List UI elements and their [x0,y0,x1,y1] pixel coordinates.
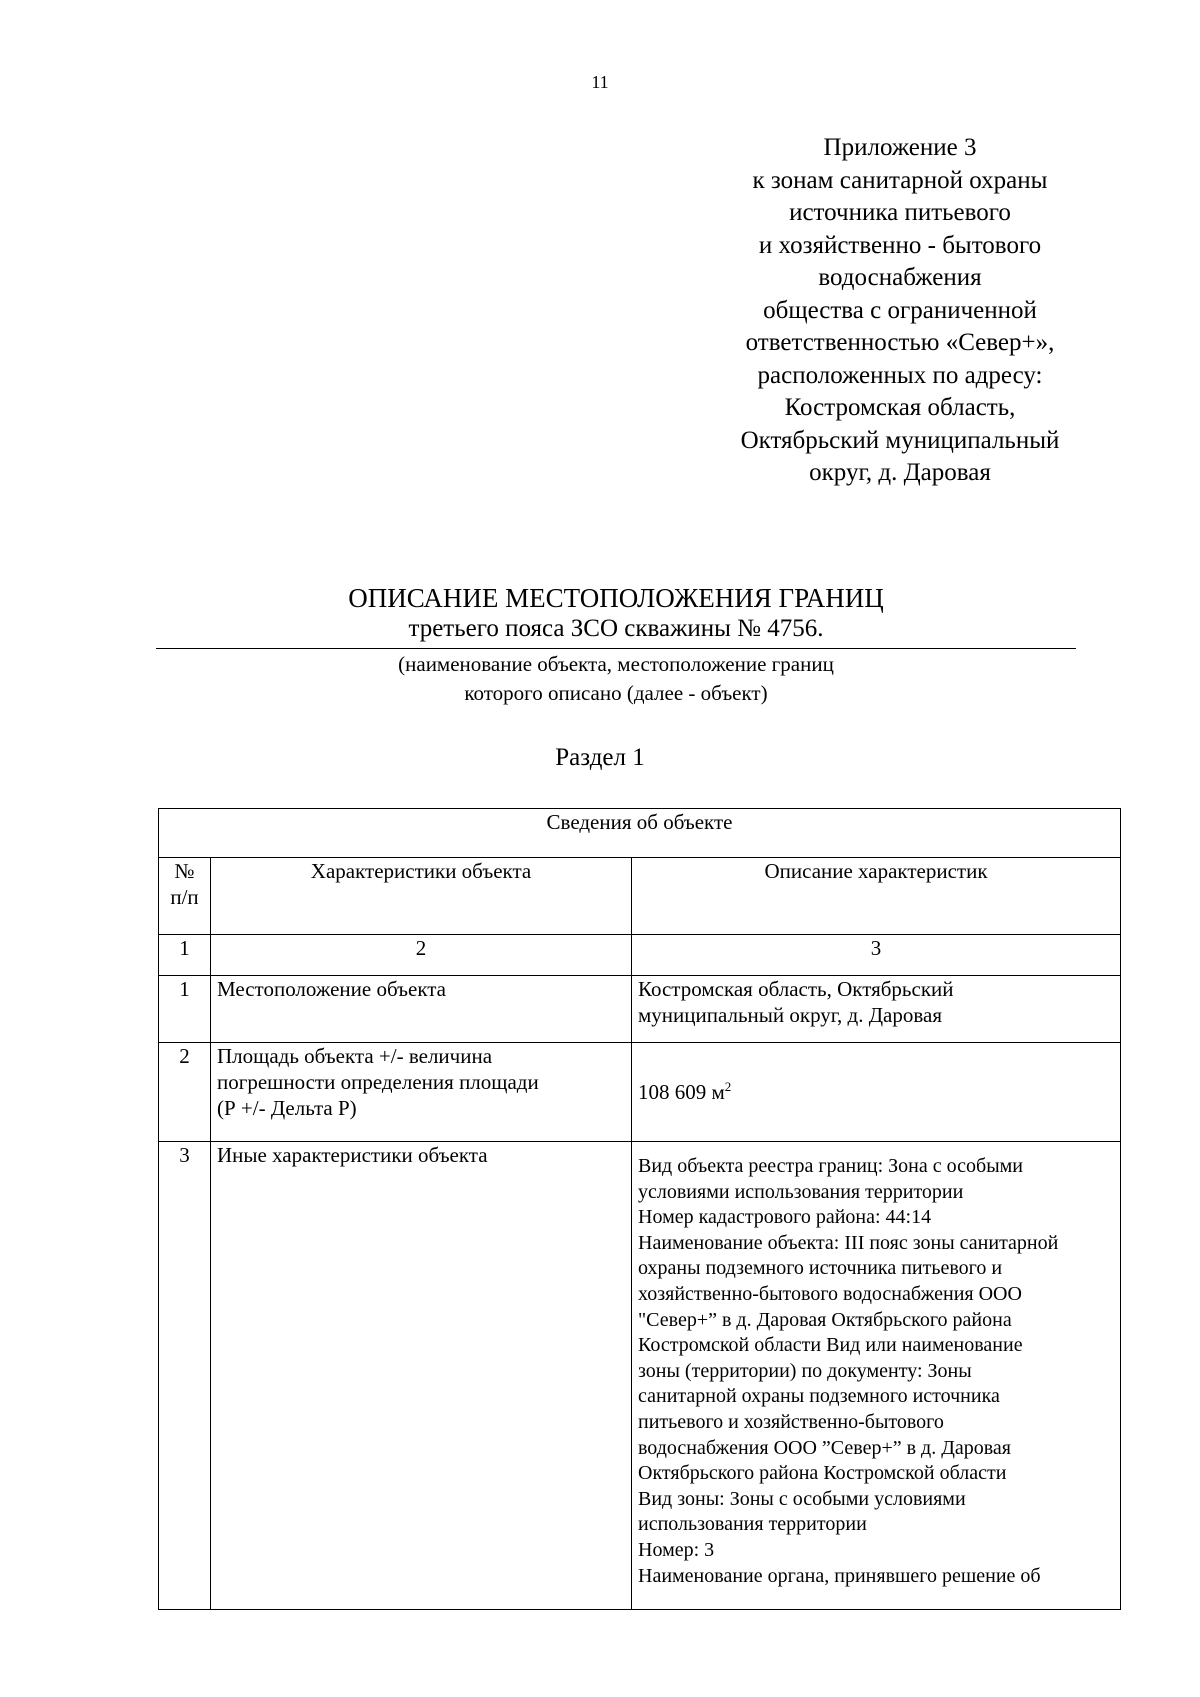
description-line: Вид объекта реестра границ: Зона с особыми [638,1155,1023,1177]
appendix-line: общества с ограниченной [763,296,1037,324]
header-description-cell: Описание характеристик [632,858,1121,935]
description-line: зоны (территории) по документу: Зоны [638,1359,972,1382]
description-line: условиями использования территории [638,1180,964,1203]
header-characteristic-cell: Характеристики объекта [211,858,632,935]
description-line: использования территории [638,1513,867,1536]
row-description-cell [632,1043,1121,1142]
description-line: санитарной охраны подземного источника [638,1385,1000,1408]
description-line: Костромская область, Октябрьский [638,977,954,1001]
column-number-row [159,935,1121,976]
title-underline [156,648,1076,649]
row-characteristic-cell [211,1043,632,1142]
appendix-line: ответственностью «Север+», [745,329,1055,356]
appendix-line: и хозяйственно - бытового [758,231,1042,259]
table-row [159,1043,1121,1142]
appendix-line: Приложение 3 [823,134,977,161]
table-caption-row [159,809,1121,858]
table-header-row [159,858,1121,935]
description-line: Номер: 3 [638,1538,715,1561]
row-characteristic-cell: Иные характеристики объекта [211,1142,632,1610]
description-line: "Север+” в д. Даровая Октябрьского района [638,1308,1012,1331]
description-line: муниципальный округ, д. Даровая [638,1003,942,1027]
row-number-cell: 1 [159,976,211,1043]
appendix-line: округ, д. Даровая [809,459,991,486]
description-line: Наименование органа, принявшего решение об [638,1564,1041,1587]
column-number-cell: 3 [632,935,1121,976]
row-number-cell: 2 [159,1043,211,1142]
document-title: ОПИСАНИЕ МЕСТОПОЛОЖЕНИЯ ГРАНИЦ [348,583,884,613]
row-description-cell [632,976,1121,1043]
document-subtitle: третьего пояса ЗСО скважины № 4756. [408,615,824,642]
description-line: охраны подземного источника питьевого и [638,1257,1003,1280]
table-row [159,1142,1121,1610]
description-line: хозяйственно-бытового водоснабжения ООО [638,1282,1022,1305]
header-number-line: п/п [170,885,199,909]
characteristic-line: Площадь объекта +/- величина [217,1044,493,1068]
description-line: Костромской области Вид или наименование [638,1334,1023,1357]
table-row [159,976,1121,1043]
title-note-line: (наименование объекта, местоположение границ [398,652,834,676]
title-note-line: которого описано (далее - объект) [464,681,768,705]
appendix-line: Костромская область, [784,394,1016,421]
appendix-line: расположенных по адресу: [757,361,1043,389]
description-line: Номер кадастрового района: 44:14 [638,1206,932,1229]
area-value: 108 609 м [638,1080,725,1104]
description-line: Вид зоны: Зоны с особыми условиями [638,1487,966,1510]
description-line: водоснабжения ООО ”Север+” в д. Даровая [638,1436,1011,1459]
description-line: Наименование объекта: III пояс зоны санитарной [638,1231,1059,1254]
characteristic-line: погрешности определения площади [217,1070,539,1094]
document-title-block [156,582,1076,707]
row-description-cell [632,1142,1121,1610]
row-number-cell: 3 [159,1142,211,1610]
column-number-cell: 1 [159,935,211,976]
appendix-line: к зонам санитарной охраны [752,166,1048,194]
object-info-table [158,808,1121,1610]
description-line: Октябрьского района Костромской области [638,1462,1007,1485]
description-line: питьевого и хозяйственно-бытового [638,1410,944,1433]
appendix-line: источника питьевого [789,199,1011,226]
appendix-line: водоснабжения [818,264,982,291]
characteristic-line: (Р +/- Дельта Р) [217,1096,357,1120]
appendix-header [640,132,1160,490]
page-number: 11 [591,72,609,92]
area-unit-power: 2 [724,1079,732,1094]
row-characteristic-cell: Местоположение объекта [211,976,632,1043]
section-title: Раздел 1 [555,744,645,771]
appendix-line: Октябрьский муниципальный [740,426,1060,454]
header-number-line: № [174,859,195,883]
column-number-cell: 2 [211,935,632,976]
header-number-cell [159,858,211,935]
table-caption: Сведения об объекте [159,809,1121,858]
